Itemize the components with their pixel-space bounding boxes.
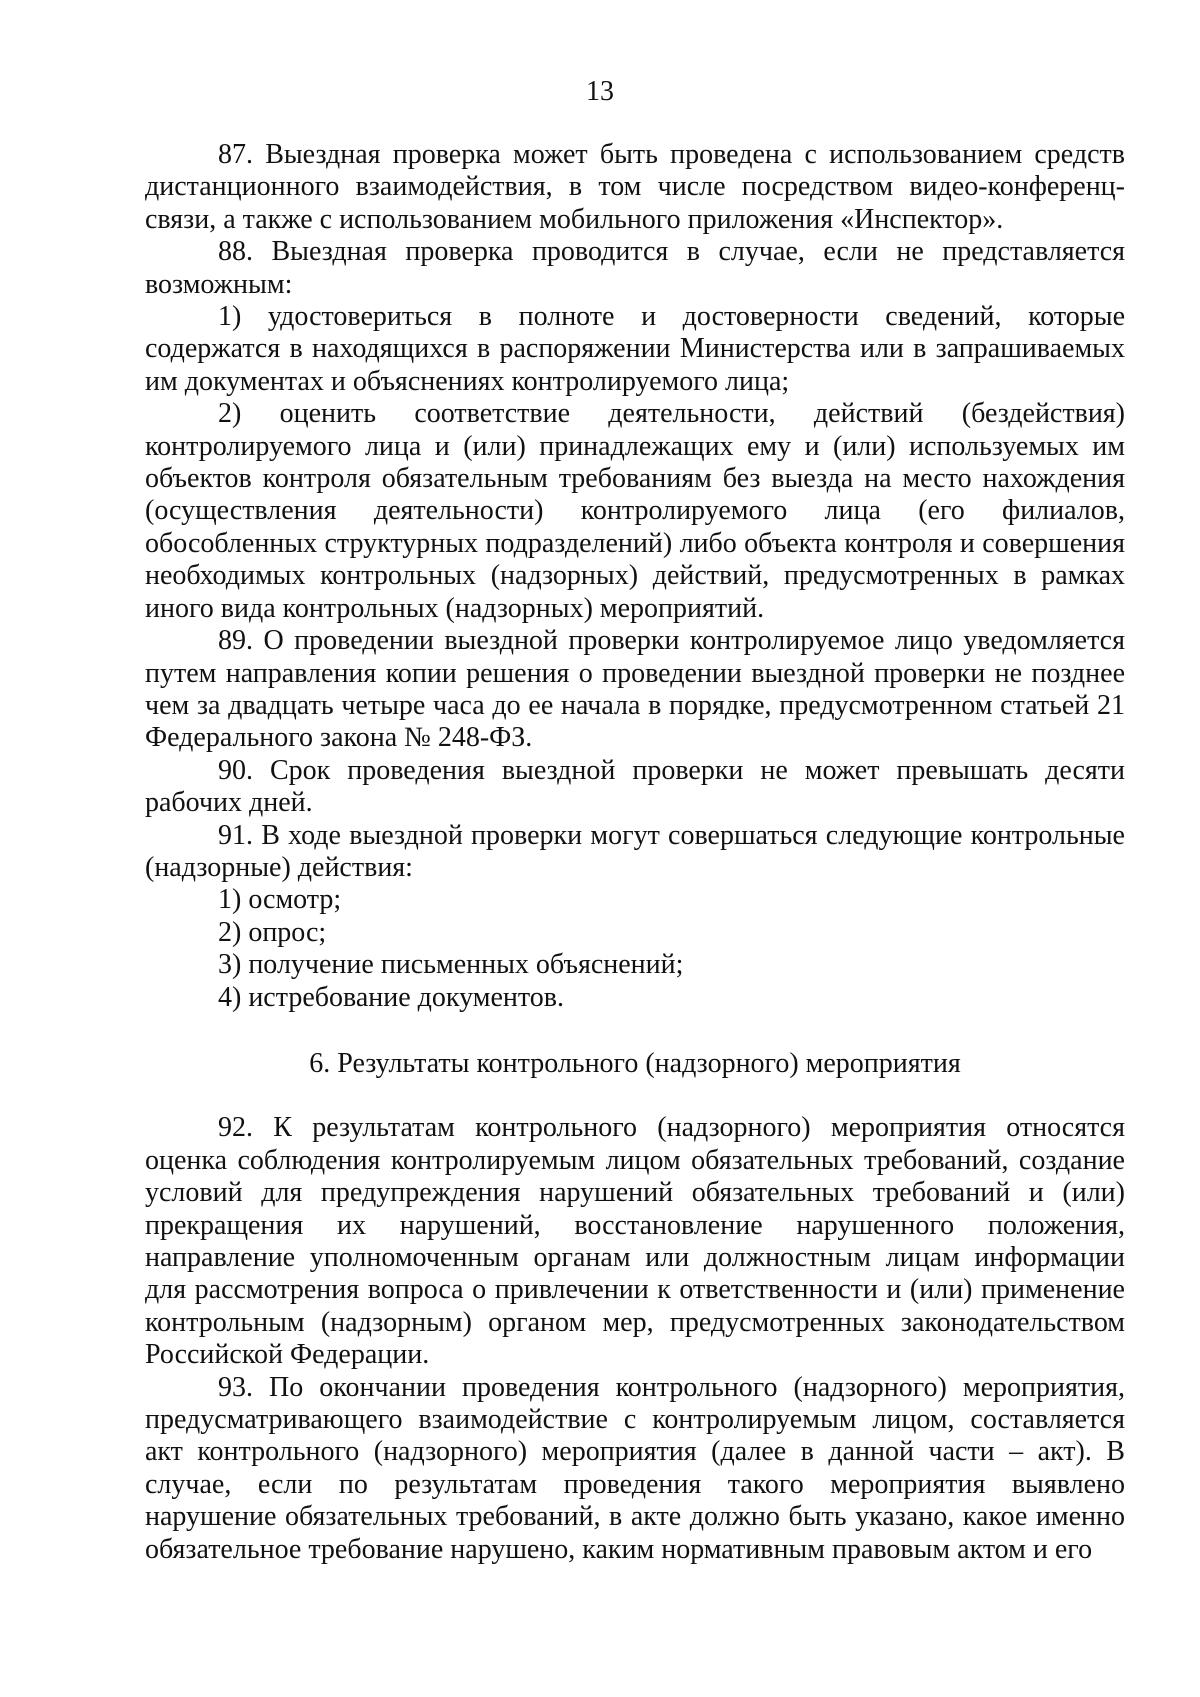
paragraph-93: 93. По окончании проведения контрольного (надзорного) мероприятия, предусматривающего взаимодействие с контролируемым лицом, составляется акт контрольного (надзорного) мероприятия (далее в данной части – акт). В случае, если по результатам проведения такого мероприятия выявлено нарушение обязательных требований, в акте должно быть указано, какое именно обязательное требование нарушено, каким нормативным правовым актом и его [145, 1371, 1125, 1565]
paragraph-88-item-2: 2) оценить соответствие деятельности, действий (бездействия) контролируемого лица и (или) принадлежащих ему и (или) используемых им объектов контроля обязательным требованиям без выезда на место нахождения (осуществления деятельности) контролируемого лица (его филиалов, обособленных структурных подразделений) либо объекта контроля и совершения необходимых контрольных (надзорных) действий, предусмотренных в рамках иного вида контрольных (надзорных) мероприятий. [145, 398, 1125, 624]
paragraph-92: 92. К результатам контрольного (надзорного) мероприятия относятся оценка соблюдения контролируемым лицом обязательных требований, создание условий для предупреждения нарушений обязательных требований и (или) прекращения их нарушений, восстановление нарушенного положения, направление уполномоченным органам или должностным лицам информации для рассмотрения вопроса о привлечении к ответственности и (или) применение контрольным (надзорным) органом мер, предусмотренных законодательством Российской Федерации. [145, 1112, 1125, 1371]
paragraph-91-item-2: 2) опрос; [218, 916, 327, 948]
paragraph-91-item-4: 4) истребование документов. [218, 981, 564, 1013]
page-number: 13 [586, 76, 614, 107]
paragraph-90: 90. Срок проведения выездной проверки не может превышать десяти рабочих дней. [145, 754, 1125, 819]
paragraph-88-item-1: 1) удостовериться в полноте и достоверности сведений, которые содержатся в находящихся в распоряжении Министерства или в запрашиваемых им документах и объяснениях контролируемого лица; [145, 301, 1125, 397]
paragraph-88: 88. Выездная проверка проводится в случае, если не представляется возможным: [145, 236, 1125, 300]
document-body [145, 139, 1125, 1566]
paragraph-91-item-1: 1) осмотр; [218, 884, 342, 916]
paragraph-91-item-3: 3) получение письменных объяснений; [218, 949, 684, 981]
paragraph-87: 87. Выездная проверка может быть проведена с использованием средств дистанционного взаимодействия, в том числе посредством видео-конференц-связи, а также с использованием мобильного приложения «Инспектор». [145, 139, 1125, 235]
paragraph-91: 91. В ходе выездной проверки могут совершаться следующие контрольные (надзорные) действия: [145, 819, 1125, 883]
section-heading: 6. Результаты контрольного (надзорного) мероприятия [309, 1047, 961, 1079]
paragraph-89: 89. О проведении выездной проверки контролируемое лицо уведомляется путем направления копии решения о проведении выездной проверки не позднее чем за двадцать четыре часа до ее начала в порядке, предусмотренном статьей 21 Федерального закона № 248-ФЗ. [145, 625, 1125, 754]
